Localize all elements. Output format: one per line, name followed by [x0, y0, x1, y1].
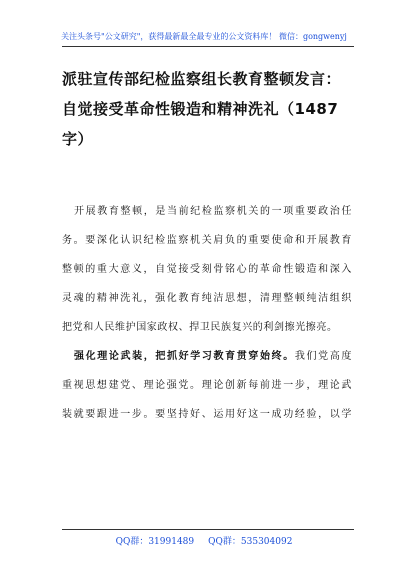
- paragraph-1-line-4: 灵魂的精神洗礼，强化教育纯洁思想，清理整顿纯洁组织: [62, 293, 352, 304]
- paragraph-1-line-3: 整顿的重大意义，自觉接受刻骨铭心的革命性锻造和深入: [62, 264, 352, 275]
- paragraph-1-line-5: 把党和人民维护国家政权、捍卫民族复兴的利剑擦光擦亮。: [62, 322, 338, 333]
- footer-divider: [62, 529, 354, 530]
- document-body: [62, 197, 352, 429]
- footer-qq-group-1: QQ群：31991489: [115, 537, 195, 547]
- paragraph-2-line-2: 重视思想建党、理论强党。理论创新每前进一步，理论武: [62, 380, 352, 391]
- paragraph-2-line-1: [62, 342, 352, 371]
- page-header: 关注头条号"公文研究"，获得最新最全最专业的公文资料库！ 微信：gongwenyj: [61, 32, 347, 41]
- title-line-3: 字）: [62, 130, 94, 148]
- footer-qq-group-2: QQ群：535304092: [208, 537, 293, 547]
- title-line-2: 自觉接受革命性锻造和精神洗礼（1487: [62, 100, 339, 118]
- header-divider: [62, 46, 354, 47]
- paragraph-2-lead: 强化理论武装，把抓好学习教育贯穿始终。: [74, 351, 295, 362]
- title-line-1: 派驻宣传部纪检监察组长教育整顿发言：: [62, 70, 342, 88]
- document-title: [62, 64, 362, 154]
- paragraph-2-line-3: 装就要跟进一步。要坚持好、运用好这一成功经验，以学: [62, 409, 352, 420]
- page-footer: [0, 534, 408, 547]
- paragraph-1-line-2: 务。要深化认识纪检监察机关肩负的重要使命和开展教育: [62, 235, 352, 246]
- paragraph-1-line-1: 开展教育整顿，是当前纪检监察机关的一项重要政治任: [74, 206, 352, 217]
- paragraph-2-line-1-rest: 我们党高度: [294, 351, 352, 362]
